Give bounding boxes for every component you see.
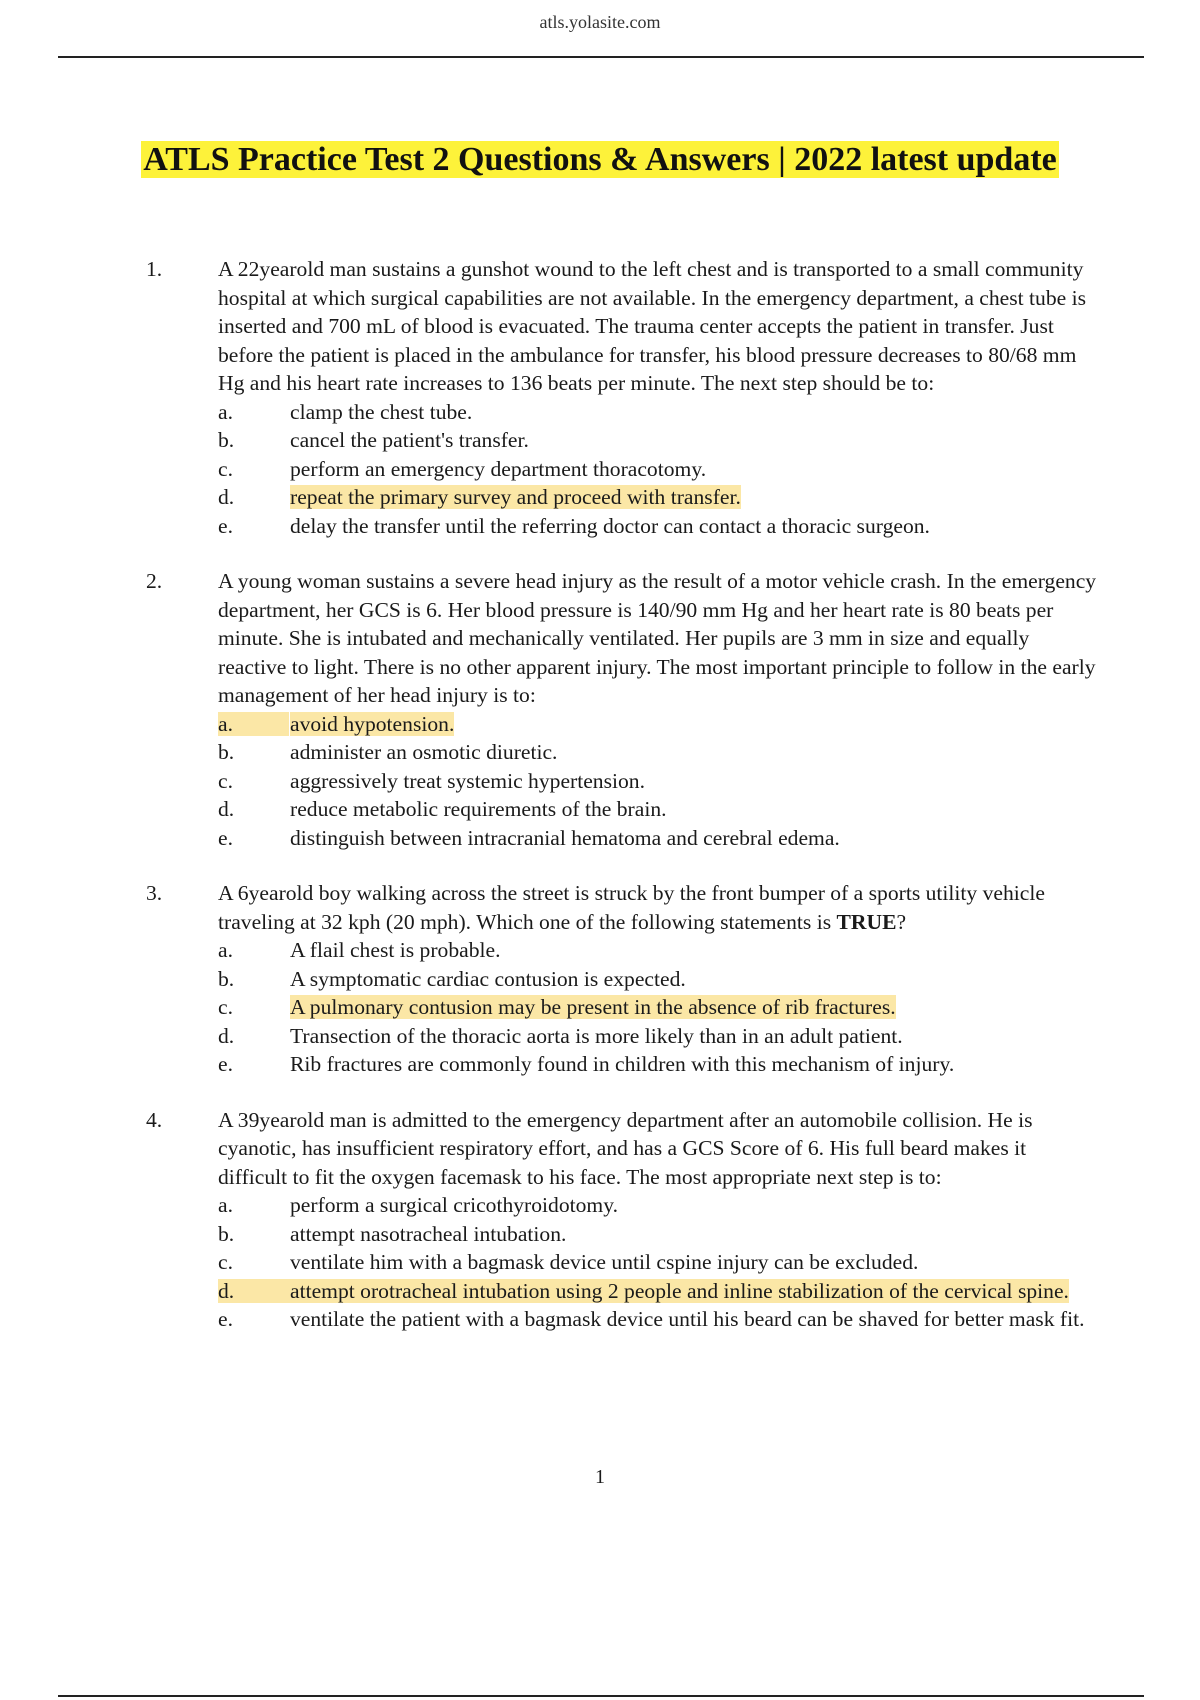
answer-highlight: A pulmonary contusion may be present in the absence of rib fractures. <box>290 995 896 1019</box>
option-text-highlighted <box>290 993 1098 1022</box>
option-letter: e. <box>218 825 233 850</box>
question-number: 1. <box>146 257 163 281</box>
option-c <box>218 455 1098 484</box>
option-letter: d. <box>218 485 235 509</box>
option-letter: a. <box>218 938 233 962</box>
option-letter: e. <box>218 1052 233 1076</box>
option-text: Rib fractures are commonly found in children with this mechanism of injury. <box>290 1052 955 1076</box>
option-text: distinguish between intracranial hematoma and cerebral edema. <box>290 825 840 850</box>
option-text: attempt nasotracheal intubation. <box>290 1221 567 1246</box>
question-stem-text: A 6yearold boy walking across the street is struck by the front bumper of a sports utility vehicle traveling at 32 kph (20 mph). Which one of the following statements is <box>218 881 1045 934</box>
option-b <box>218 1220 1098 1249</box>
answer-highlight: a. <box>218 712 289 736</box>
question-number: 4. <box>146 1107 163 1132</box>
option-d-correct-answer <box>218 483 1098 512</box>
option-text-highlighted <box>290 1277 1098 1306</box>
page-number: 1 <box>595 1466 605 1488</box>
option-b <box>218 426 1098 455</box>
option-e <box>218 824 1098 853</box>
option-text-highlighted <box>290 710 1098 739</box>
option-letter: b. <box>218 966 235 991</box>
option-text: administer an osmotic diuretic. <box>290 740 558 764</box>
option-letter: d. <box>218 797 235 821</box>
option-text: ventilate him with a bagmask device until cspine injury can be excluded. <box>290 1250 919 1274</box>
answer-highlight: avoid hypotension. <box>290 711 455 736</box>
option-text: perform a surgical cricothyroidotomy. <box>290 1193 619 1217</box>
option-d <box>218 1022 1098 1051</box>
option-text-highlighted <box>290 483 1098 512</box>
option-letter-highlighted <box>218 1277 234 1306</box>
option-text: reduce metabolic requirements of the brain. <box>290 797 667 821</box>
option-a <box>218 1191 1098 1220</box>
option-letter: b. <box>218 1221 235 1246</box>
option-letter: c. <box>218 1250 233 1274</box>
option-c-correct-answer <box>218 993 1098 1022</box>
option-text: Transection of the thoracic aorta is more likely than in an adult patient. <box>290 1023 903 1048</box>
question-number: 2. <box>146 569 163 593</box>
question-number: 3. <box>146 881 163 905</box>
question-4 <box>0 1106 1200 1334</box>
option-text: delay the transfer until the referring doctor can contact a thoracic surgeon. <box>290 513 930 538</box>
answer-highlight: repeat the primary survey and proceed with transfer. <box>290 485 741 509</box>
option-letter: b. <box>218 428 235 452</box>
option-letter: c. <box>218 456 233 481</box>
option-e <box>218 1305 1098 1334</box>
option-text: A symptomatic cardiac contusion is expected. <box>290 966 686 991</box>
page-title <box>130 138 1070 181</box>
question-2 <box>0 567 1200 852</box>
option-c <box>218 1248 1098 1277</box>
option-letter: e. <box>218 513 233 538</box>
option-letter-highlighted <box>218 710 233 739</box>
question-stem <box>218 879 1098 936</box>
option-letter: b. <box>218 740 235 764</box>
option-a <box>218 936 1098 965</box>
question-stem: A 22yearold man sustains a gunshot wound to the left chest and is transported to a small community hospital at which surgical capabilities are not available. In the emergency department, a chest tube is inserted and 700 mL of blood is evacuated. The trauma center accepts the patient in transfer. Just before the patient is placed in the ambulance for transfer, his blood pressure decreases to 80/68 mm Hg and his heart rate increases to 136 beats per minute. The next step should be to: <box>218 257 1087 395</box>
option-text: clamp the chest tube. <box>290 399 473 424</box>
site-header: atls.yolasite.com <box>539 12 661 32</box>
question-stem-emphasis: TRUE <box>836 909 897 934</box>
option-d <box>218 795 1098 824</box>
option-text: cancel the patient's transfer. <box>290 428 529 452</box>
option-a-correct-answer <box>218 710 1098 739</box>
option-d-correct-answer <box>218 1277 1098 1306</box>
question-stem: A 39yearold man is admitted to the emergency department after an automobile collision. He is cyanotic, has insufficient respiratory effort, and has a GCS Score of 6. His full beard makes it difficult to fit the oxygen facemask to his face. The most appropriate next step is to: <box>218 1107 1033 1189</box>
answer-highlight: attempt orotracheal intubation using 2 people and inline stabilization of the cervical spine. <box>290 1278 1069 1303</box>
option-text: ventilate the patient with a bagmask device until his beard can be shaved for better mask fit. <box>290 1307 1085 1331</box>
option-letter: a. <box>218 399 233 424</box>
answer-highlight: d. <box>218 1279 290 1303</box>
question-stem: A young woman sustains a severe head injury as the result of a motor vehicle crash. In the emergency department, her GCS is 6. Her blood pressure is 140/90 mm Hg and her heart rate is 80 beats per minute. She is intubated and mechanically ventilated. Her pupils are 3 mm in size and equally reactive to light. There is no other apparent injury. The most important principle to follow in the early management of her head injury is to: <box>218 569 1097 707</box>
option-text: perform an emergency department thoracotomy. <box>290 456 707 481</box>
option-b <box>218 738 1098 767</box>
option-a <box>218 398 1098 427</box>
question-stem-end: ? <box>896 909 907 934</box>
page-title-text: ATLS Practice Test 2 Questions & Answers | 2022 latest update <box>143 141 1057 178</box>
option-letter: c. <box>218 768 233 793</box>
question-1 <box>0 255 1200 540</box>
option-letter: e. <box>218 1307 233 1331</box>
option-text: aggressively treat systemic hypertension. <box>290 768 645 793</box>
option-b <box>218 965 1098 994</box>
option-letter: a. <box>218 1193 233 1217</box>
option-letter: c. <box>218 995 233 1019</box>
option-c <box>218 767 1098 796</box>
option-text: A flail chest is probable. <box>290 938 501 962</box>
option-e <box>218 1050 1098 1079</box>
option-e <box>218 512 1098 541</box>
header-rule <box>58 56 1144 58</box>
option-letter: d. <box>218 1023 235 1048</box>
question-list <box>0 255 1200 1361</box>
question-3 <box>0 879 1200 1079</box>
footer-rule <box>58 1695 1144 1697</box>
